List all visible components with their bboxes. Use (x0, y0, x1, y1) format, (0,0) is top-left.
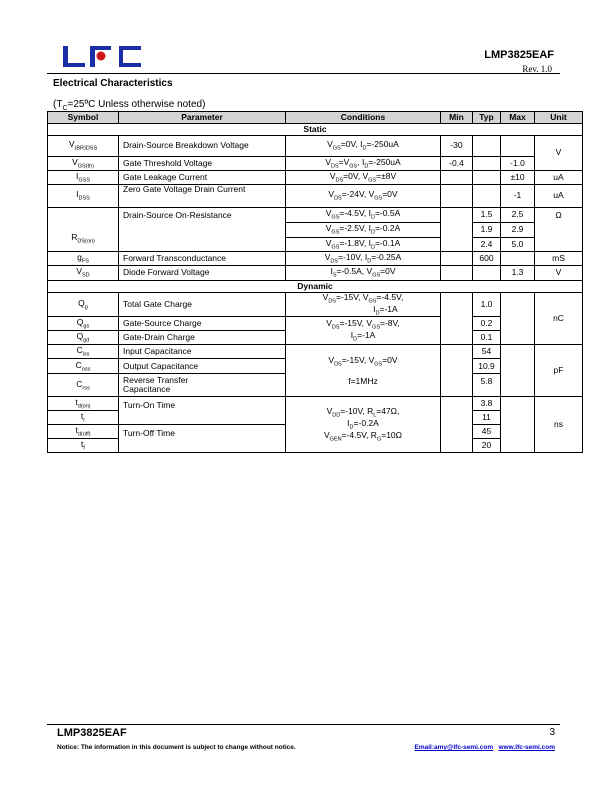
max-cell: ±10 (501, 171, 535, 185)
symbol-cell: $I_{GSS}$ (48, 171, 119, 185)
unit-cell: pF (535, 345, 583, 397)
min-cell (441, 266, 473, 281)
max-cell (501, 252, 535, 266)
symbol-cell: $C_{iss}$ (48, 345, 119, 359)
parameter-cell: Turn-On Time (119, 397, 286, 425)
conditions-cell: $V_{DS}=-15V$, $V_{GS}=-8V$, $I_D=-1A$ (286, 317, 441, 345)
company-logo (61, 44, 143, 69)
conditions-cell: $V_{DS}=-15V$, $V_{GS}=-4.5V$, $I_D=-1A$ (286, 293, 441, 317)
max-cell (501, 136, 535, 157)
typ-cell: 1.5 (473, 208, 501, 223)
parameter-cell: Drain-Source Breakdown Voltage (119, 136, 286, 157)
typ-cell (473, 157, 501, 171)
min-cell: -0.4 (441, 157, 473, 171)
typ-cell (473, 171, 501, 185)
typ-cell: 0.1 (473, 331, 501, 345)
parameter-cell: Zero Gate Voltage Drain Current (119, 185, 286, 208)
section-dynamic-row (48, 281, 583, 293)
typ-cell: 3.8 (473, 397, 501, 411)
parameter-cell: Gate Leakage Current (119, 171, 286, 185)
conditions-cell: $V_{DS}=-24V$, $V_{GS}=0V$ (286, 185, 441, 208)
unit-cell: V (535, 266, 583, 281)
min-cell (441, 252, 473, 266)
min-cell (441, 293, 473, 345)
symbol-cell: $C_{oss}$ (48, 359, 119, 374)
symbol-cell: $C_{rss}$ (48, 374, 119, 397)
unit-cell: V (535, 136, 583, 171)
parameter-cell: Gate Threshold Voltage (119, 157, 286, 171)
min-cell (441, 397, 473, 453)
typ-cell (473, 136, 501, 157)
table-row (48, 252, 583, 266)
col-symbol: Symbol (48, 112, 119, 124)
parameter-cell: Diode Forward Voltage (119, 266, 286, 281)
symbol-cell: $t_{d(on)}$ (48, 397, 119, 411)
max-cell: 2.9 (501, 223, 535, 238)
max-cell: 5.0 (501, 238, 535, 252)
conditions-cell: $V_{GS}=-4.5V$, $I_D=-0.5A$ (286, 208, 441, 223)
parameter-cell: Reverse Transfer Capacitance (119, 374, 286, 397)
table-row (48, 171, 583, 185)
typ-cell: 10.9 (473, 359, 501, 374)
typ-cell: 45 (473, 425, 501, 439)
table-row (48, 293, 583, 317)
max-cell: 2.5 (501, 208, 535, 223)
conditions-cell: $V_{DD}=-10V$, $R_L=47\Omega$, $I_D=-0.2A$ $V_{GEN}=-4.5V$, $R_G=10\Omega$ (286, 397, 441, 453)
symbol-cell: $V_{SD}$ (48, 266, 119, 281)
table-row (48, 136, 583, 157)
typ-cell: 1.0 (473, 293, 501, 317)
conditions-cell: $V_{DS}=0V$, $V_{GS}=\pm 8V$ (286, 171, 441, 185)
symbol-cell: $Q_{gs}$ (48, 317, 119, 331)
symbol-cell: $R_{DS(on)}$ (48, 208, 119, 252)
unit-cell: Ω (535, 208, 583, 252)
max-cell: -1 (501, 185, 535, 208)
table-header-row (48, 112, 583, 124)
max-cell (501, 345, 535, 397)
unit-cell: uA (535, 171, 583, 185)
footer-divider (47, 724, 560, 725)
table-row (48, 397, 583, 411)
footer-notice: Notice: The information in this document is subject to change without notice. (57, 744, 296, 751)
footer-part-number: LMP3825EAF (57, 727, 127, 739)
min-cell (441, 185, 473, 208)
parameter-cell: Total Gate Charge (119, 293, 286, 317)
parameter-cell: Output Capacitance (119, 359, 286, 374)
unit-cell: ns (535, 397, 583, 453)
parameter-cell: Gate-Drain Charge (119, 331, 286, 345)
parameter-cell: Turn-Off Time (119, 425, 286, 453)
revision-label: Rev. 1.0 (522, 64, 552, 74)
header-divider (47, 73, 560, 74)
table-row (48, 266, 583, 281)
typ-cell: 1.9 (473, 223, 501, 238)
section-dynamic: Dynamic (48, 281, 583, 293)
conditions-cell: $V_{DS}=-10V$, $I_D=-0.25A$ (286, 252, 441, 266)
typ-cell (473, 185, 501, 208)
parameter-cell: Input Capacitance (119, 345, 286, 359)
website-link[interactable]: www.lfc-semi.com (498, 744, 555, 751)
min-cell (441, 208, 473, 252)
symbol-cell: $t_r$ (48, 411, 119, 425)
table-row (48, 157, 583, 171)
typ-cell: 600 (473, 252, 501, 266)
symbol-cell: $t_f$ (48, 439, 119, 453)
min-cell: -30 (441, 136, 473, 157)
min-cell (441, 171, 473, 185)
unit-cell: nC (535, 293, 583, 345)
typ-cell: 0.2 (473, 317, 501, 331)
typ-cell: 11 (473, 411, 501, 425)
symbol-cell: $g_{FS}$ (48, 252, 119, 266)
section-static-row (48, 124, 583, 136)
parameter-cell: Gate-Source Charge (119, 317, 286, 331)
header-part-number: LMP3825EAF (484, 49, 554, 61)
conditions-note: ($T_C=25ºC$ Unless otherwise noted) (53, 99, 206, 112)
conditions-cell: $V_{DS}=V_{GS}$, $I_D=-250uA$ (286, 157, 441, 171)
table-row (48, 208, 583, 223)
col-unit: Unit (535, 112, 583, 124)
symbol-cell: $Q_{gd}$ (48, 331, 119, 345)
unit-cell: mS (535, 252, 583, 266)
footer-links (415, 744, 555, 751)
col-min: Min (441, 112, 473, 124)
page-number: 3 (549, 727, 555, 738)
symbol-cell: $Q_g$ (48, 293, 119, 317)
typ-cell (473, 266, 501, 281)
symbol-cell: $V_{GS(th)}$ (48, 157, 119, 171)
max-cell: -1.0 (501, 157, 535, 171)
max-cell (501, 397, 535, 453)
typ-cell: 2.4 (473, 238, 501, 252)
col-parameter: Parameter (119, 112, 286, 124)
parameter-cell: Drain-Source On-Resistance (119, 208, 286, 252)
email-link[interactable]: Email:amy@lfc-semi.com (414, 744, 494, 751)
max-cell (501, 293, 535, 345)
symbol-cell: $t_{d(off)}$ (48, 425, 119, 439)
unit-cell: uA (535, 185, 583, 208)
conditions-cell: $V_{GS}=-1.8V$, $I_D=-0.1A$ (286, 238, 441, 252)
typ-cell: 54 (473, 345, 501, 359)
symbol-cell: $I_{DSS}$ (48, 185, 119, 208)
conditions-cell: $I_S=-0.5A$, $V_{GS}=0V$ (286, 266, 441, 281)
section-title: Electrical Characteristics (53, 78, 173, 89)
table-row (48, 185, 583, 208)
min-cell (441, 345, 473, 397)
col-conditions: Conditions (286, 112, 441, 124)
electrical-characteristics-table (47, 111, 583, 453)
col-typ: Typ (473, 112, 501, 124)
symbol-cell: $V_{(BR)DSS}$ (48, 136, 119, 157)
conditions-cell: $V_{DS}=-15V$, $V_{GS}=0V$ f=1MHz (286, 345, 441, 397)
parameter-cell: Forward Transconductance (119, 252, 286, 266)
conditions-cell: $V_{GS}=0V$, $I_D=-250uA$ (286, 136, 441, 157)
col-max: Max (501, 112, 535, 124)
typ-cell: 20 (473, 439, 501, 453)
conditions-cell: $V_{GS}=-2.5V$, $I_D=-0.2A$ (286, 223, 441, 238)
max-cell: 1.3 (501, 266, 535, 281)
section-static: Static (48, 124, 583, 136)
typ-cell: 5.8 (473, 374, 501, 397)
table-row (48, 345, 583, 359)
